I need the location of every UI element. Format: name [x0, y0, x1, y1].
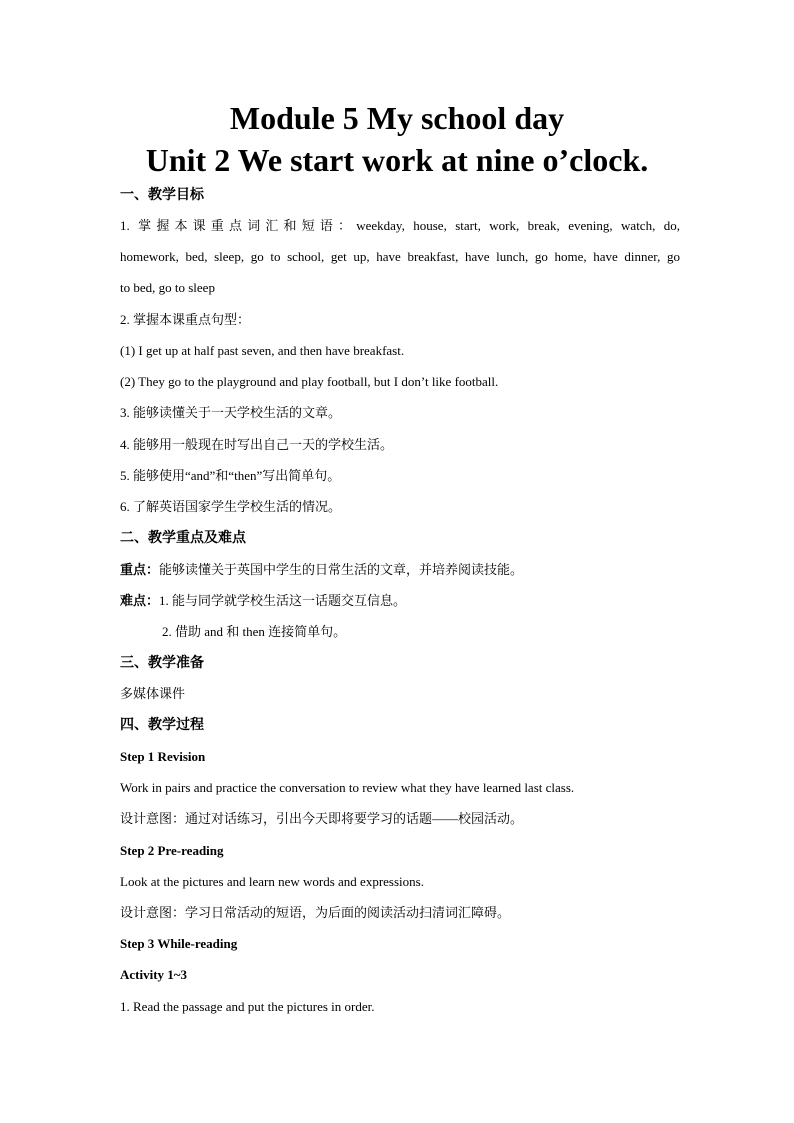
section-heading-process: 四、教学过程 [120, 717, 204, 733]
objective-1-line-1: 1. 掌握本课重点词汇和短语：weekday, house, start, work, break, evening, watch, do, [120, 218, 680, 233]
step-1-title: Step 1 Revision [120, 749, 206, 764]
difficulty-text-2: 2. 借助 and 和 then 连接简单句。 [162, 624, 347, 639]
section-heading-key-points: 二、教学重点及难点 [120, 530, 246, 546]
module-title: Module 5 My school day [229, 100, 565, 136]
section-heading-objectives: 一、教学目标 [120, 187, 204, 203]
unit-title: Unit 2 We start work at nine o’clock. [145, 142, 649, 178]
activity-title: Activity 1~3 [120, 967, 188, 982]
objective-2-sentence-1: (1) I get up at half past seven, and then have breakfast. [120, 343, 405, 358]
objective-5: 5. 能够使用“and”和“then”写出简单句。 [120, 468, 341, 483]
objective-4: 4. 能够用一般现在时写出自己一天的学校生活。 [120, 437, 394, 452]
difficulty-text-1: 1. 能与同学就学校生活这一话题交互信息。 [159, 593, 407, 608]
step-2-title: Step 2 Pre-reading [120, 843, 224, 858]
section-heading-preparation: 三、教学准备 [120, 655, 204, 671]
step-2-text: Look at the pictures and learn new words and expressions. [120, 874, 424, 889]
objective-2: 2. 掌握本课重点句型： [120, 312, 251, 327]
objective-2-sentence-2: (2) They go to the playground and play football, but I don’t like football. [120, 374, 499, 389]
objective-3: 3. 能够读懂关于一天学校生活的文章。 [120, 405, 342, 420]
key-point-row [120, 561, 680, 579]
step-1-intent: 设计意图：通过对话练习，引出今天即将要学习的话题——校园活动。 [120, 811, 524, 826]
preparation-text: 多媒体课件 [120, 686, 186, 701]
key-point-label: 重点： [120, 562, 160, 577]
difficulty-row [120, 592, 680, 610]
step-3-title: Step 3 While-reading [120, 936, 238, 951]
objective-1-line-3: to bed, go to sleep [120, 280, 215, 295]
objective-1-line-2: homework, bed, sleep, go to school, get up, have breakfast, have lunch, go home, have dinner, go [120, 249, 680, 264]
step-2-intent: 设计意图：学习日常活动的短语，为后面的阅读活动扫清词汇障碍。 [120, 905, 511, 920]
difficulty-label: 难点： [120, 593, 160, 608]
activity-item-1: 1. Read the passage and put the pictures in order. [120, 999, 375, 1014]
key-point-text: 能够读懂关于英国中学生的日常生活的文章，并培养阅读技能。 [159, 562, 524, 577]
step-1-text: Work in pairs and practice the conversation to review what they have learned last class. [120, 780, 575, 795]
objective-6: 6. 了解英语国家学生学校生活的情况。 [120, 499, 342, 514]
